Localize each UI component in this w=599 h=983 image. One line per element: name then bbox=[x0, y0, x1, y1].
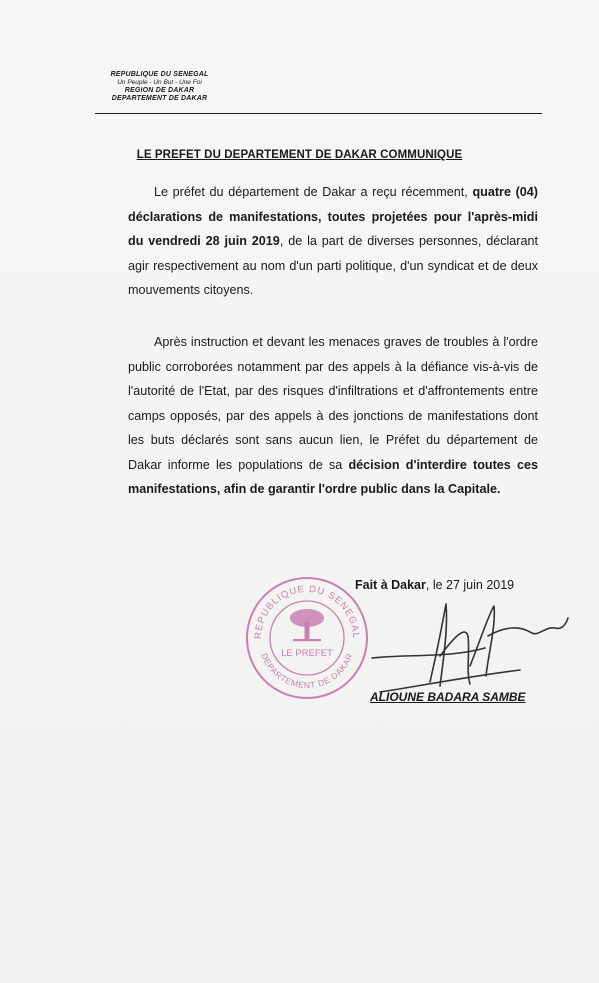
prefect-stamp-icon bbox=[243, 574, 371, 702]
paragraph-1 bbox=[128, 180, 538, 303]
letterhead-motto: Un Peuple - Un But - Une Foi bbox=[117, 79, 202, 87]
document-title: LE PREFET DU DEPARTEMENT DE DAKAR COMMUNIQUE bbox=[136, 149, 463, 161]
paragraph-1-bold: quatre (04) déclarations de manifestations, toutes projetées pour l'après-midi du vendredi 28 juin 2019 bbox=[128, 185, 538, 248]
paragraph-1-text-a: Le préfet du département de Dakar a reçu récemment, bbox=[154, 185, 473, 199]
signature-date: , le 27 juin 2019 bbox=[425, 578, 515, 592]
letterhead bbox=[97, 71, 222, 103]
stamp-bottom-text: DEPARTEMENT DE DAKAR bbox=[259, 651, 355, 691]
letterhead-region: REGION DE DAKAR bbox=[124, 86, 195, 94]
letterhead-department: DEPARTEMENT DE DAKAR bbox=[111, 94, 208, 102]
handwritten-signature-icon bbox=[370, 596, 570, 696]
paragraph-2 bbox=[128, 330, 538, 502]
stamp-outer-text: REPUBLIQUE DU SENEGAL bbox=[252, 583, 362, 640]
letterhead-divider bbox=[95, 113, 542, 114]
paragraph-2-text: Après instruction et devant les menaces graves de troubles à l'ordre public corroborées notamment par des appels à la défiance vis-à-vis de l'autorité de l'Etat, par des risques d'infiltrations et d'affrontements entre camps opposés, par des appels à des jonctions de manifestations dont les buts déclarés sont sans aucun lien, le Préfet du département de Dakar informe les populations de sa bbox=[128, 335, 538, 472]
letterhead-country: REPUBLIQUE DU SENEGAL bbox=[110, 71, 209, 78]
paragraph-2-bold: décision d'interdire toutes ces manifestations, afin de garantir l'ordre public dans la Capitale. bbox=[128, 457, 538, 496]
signature-place-date bbox=[355, 578, 545, 592]
stamp-center-text: LE PREFET bbox=[281, 648, 333, 659]
paragraph-1-text-b: , de la part de diverses personnes, déclarant agir respectivement au nom d'un parti politique, d'un syndicat et de deux mouvements citoyens. bbox=[128, 234, 539, 297]
signature-place: Fait à Dakar bbox=[355, 578, 426, 592]
signatory-name: ALIOUNE BADARA SAMBE bbox=[370, 690, 526, 704]
